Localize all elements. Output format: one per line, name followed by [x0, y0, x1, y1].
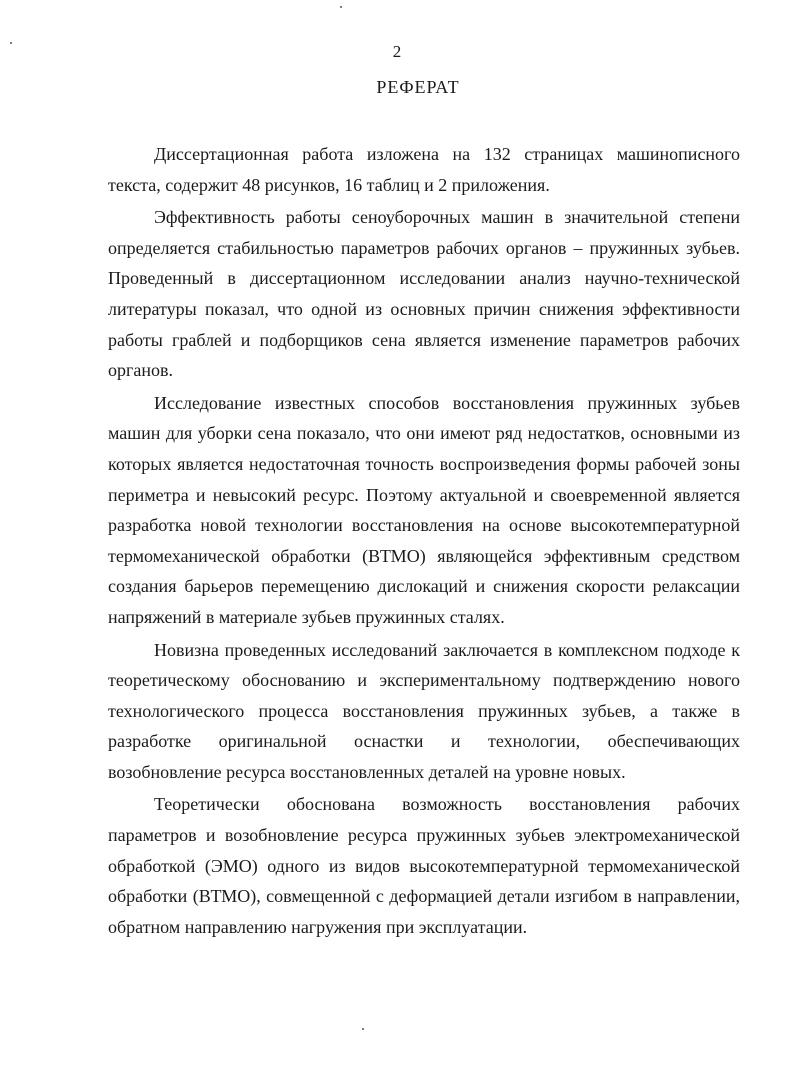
paragraph-volume: Диссертационная работа изложена на 132 страницах машинописного текста, содержит 48 рисунков, 16 таблиц и 2 приложения.	[108, 144, 740, 195]
page-heading: РЕФЕРАТ	[376, 77, 460, 97]
page-number: 2	[392, 42, 402, 61]
scan-speck	[362, 1028, 364, 1030]
paragraph-theory: Теоретически обоснована возможность восстановления рабочих параметров и возобновление ресурса пружинных зубьев электромеханической обработкой (ЭМО) одного из видов высокотемпературной термомеханической обработки (ВТМО), совмещенной с деформацией детали изгибом в направлении, обратном направлению нагружения при эксплуатации.	[108, 794, 740, 937]
paragraph-novelty: Новизна проведенных исследований заключается в комплексном подходе к теоретическому обоснованию и экспериментальному подтверждению нового технологического процесса восстановления пружинных зубьев, а также в разработке оригинальной оснастки и технологии, обеспечивающих возобновление ресурса восстановленных деталей на уровне новых.	[108, 639, 740, 782]
paragraph-research: Исследование известных способов восстановления пружинных зубьев машин для уборки сена показало, что они имеют ряд недостатков, основными из которых является недостаточная точность воспроизведения формы рабочей зоны периметра и невысокий ресурс. Поэтому актуальной и своевременной является разработка новой технологии восстановления на основе высокотемпературной термомеханической обработки (ВТМО) являющейся эффективным средством создания барьеров перемещению дислокаций и снижения скорости релаксации напряжений в материале зубьев пружинных сталях.	[108, 392, 740, 627]
abstract-body	[108, 139, 740, 942]
paragraph-efficiency: Эффективность работы сеноуборочных машин в значительной степени определяется стабильностью параметров рабочих органов – пружинных зубьев. Проведенный в диссертационном исследовании анализ научно-технической литературы показал, что одной из основных причин снижения эффективности работы граблей и подборщиков сена является изменение параметров рабочих органов.	[108, 207, 740, 381]
scan-speck	[340, 6, 342, 8]
scan-speck	[10, 42, 12, 44]
